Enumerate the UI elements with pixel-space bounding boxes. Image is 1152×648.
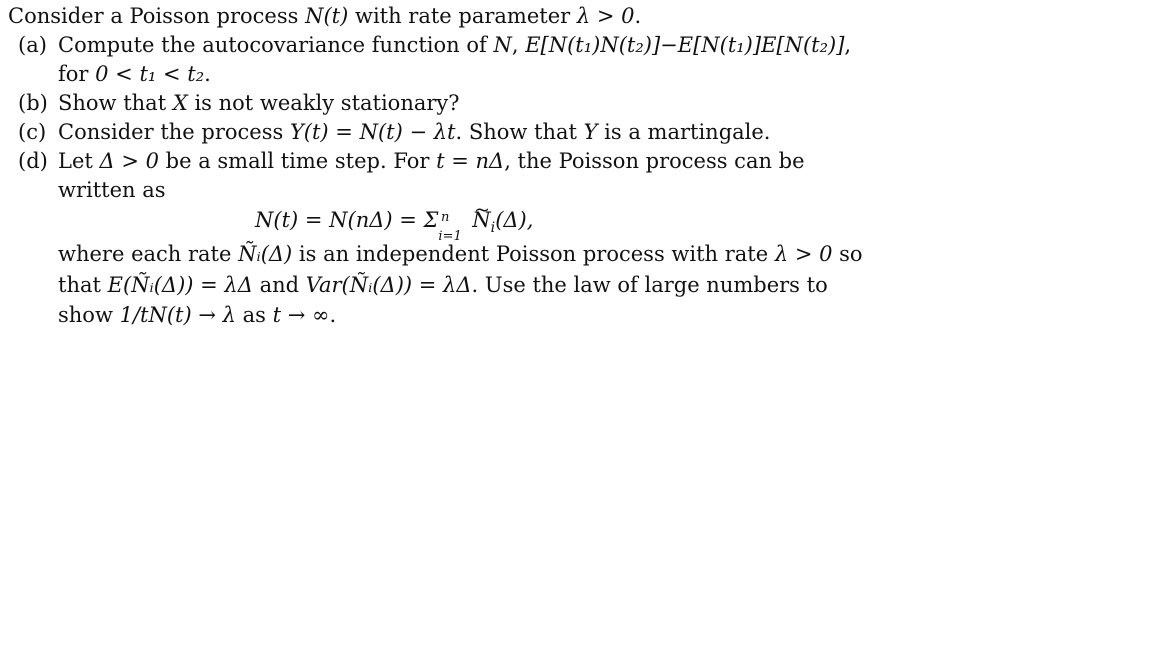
item-d-math: E(Ñᵢ(Δ)) = λΔ xyxy=(107,273,253,297)
item-d-math: 1/tN(t) → λ xyxy=(119,303,236,327)
item-d-math: λ > 0 xyxy=(774,242,833,266)
item-d-text: and xyxy=(252,273,306,297)
item-a-math: 0 < t₁ < t₂ xyxy=(95,62,205,86)
item-b-math: X xyxy=(172,91,188,115)
item-d-math: t → ∞ xyxy=(272,303,330,327)
item-d-text: show xyxy=(58,303,120,327)
item-b-text: Show that xyxy=(58,91,173,115)
intro-line xyxy=(8,2,641,30)
item-d-text: written as xyxy=(58,178,166,202)
item-c-text: . Show that xyxy=(455,120,584,144)
item-d-text: so xyxy=(832,242,863,266)
item-c-text: Consider the process xyxy=(58,120,290,144)
item-d-text: as xyxy=(235,303,273,327)
item-d-equation xyxy=(255,206,534,245)
item-d-line-1 xyxy=(18,147,805,175)
item-a-line-1 xyxy=(18,31,851,59)
n-tilde-subscript: i xyxy=(490,220,496,237)
item-d-text: . Use the law of large numbers to xyxy=(471,273,828,297)
item-d-math: Ñᵢ(Δ) xyxy=(238,242,293,266)
equation-right: (Δ), xyxy=(495,208,534,232)
item-a-math: E[N(t₁)N(t₂)]−E[N(t₁)]E[N(t₂)] xyxy=(525,33,845,57)
item-c-text: is a martingale. xyxy=(597,120,771,144)
item-a-text: for xyxy=(58,62,96,86)
item-d-text: that xyxy=(58,273,108,297)
item-b-text: is not weakly stationary? xyxy=(187,91,460,115)
item-d-line-6 xyxy=(58,301,336,329)
item-d-text: be a small time step. For xyxy=(158,149,437,173)
item-d-label: (d) xyxy=(18,149,48,173)
item-d-line-4 xyxy=(58,240,863,268)
item-c-label: (c) xyxy=(18,120,47,144)
item-d-text: is an independent Poisson process with rate xyxy=(292,242,775,266)
item-c-math: Y xyxy=(583,120,598,144)
item-d-math: Var(Ñᵢ(Δ)) = λΔ xyxy=(305,273,472,297)
item-d-text: , the Poisson process can be xyxy=(504,149,805,173)
item-a-line-2 xyxy=(58,60,211,88)
n-tilde-symbol: ~ N xyxy=(472,206,490,234)
intro-math-rate: λ > 0 xyxy=(576,4,635,28)
item-a-math: N xyxy=(493,33,512,57)
item-c-line xyxy=(18,118,770,146)
item-d-text: Let xyxy=(58,149,100,173)
item-d-text: . xyxy=(329,303,337,327)
sum-lower-limit: i=1 xyxy=(438,229,462,245)
item-b-label: (b) xyxy=(18,91,48,115)
intro-text: with rate parameter xyxy=(348,4,577,28)
sum-upper-limit: n xyxy=(441,210,450,226)
item-a-text: . xyxy=(204,62,211,86)
item-a-text: Compute the autocovariance function of xyxy=(58,33,494,57)
item-b-line xyxy=(18,89,460,117)
item-d-line-5 xyxy=(58,271,828,299)
item-a-text: , xyxy=(511,33,526,57)
item-d-text: where each rate xyxy=(58,242,239,266)
item-d-line-2 xyxy=(58,176,166,204)
item-d-math: Δ > 0 xyxy=(99,149,159,173)
item-c-math: Y(t) = N(t) − λt xyxy=(289,120,456,144)
item-a-text: , xyxy=(844,33,852,57)
intro-math-process: N(t) xyxy=(305,4,349,28)
item-d-math: t = nΔ xyxy=(436,149,505,173)
item-a-label: (a) xyxy=(18,33,47,57)
equation-left: N(t) = N(nΔ) = Σ xyxy=(255,208,439,232)
intro-text: . xyxy=(634,4,642,28)
intro-text: Consider a Poisson process xyxy=(8,4,306,28)
